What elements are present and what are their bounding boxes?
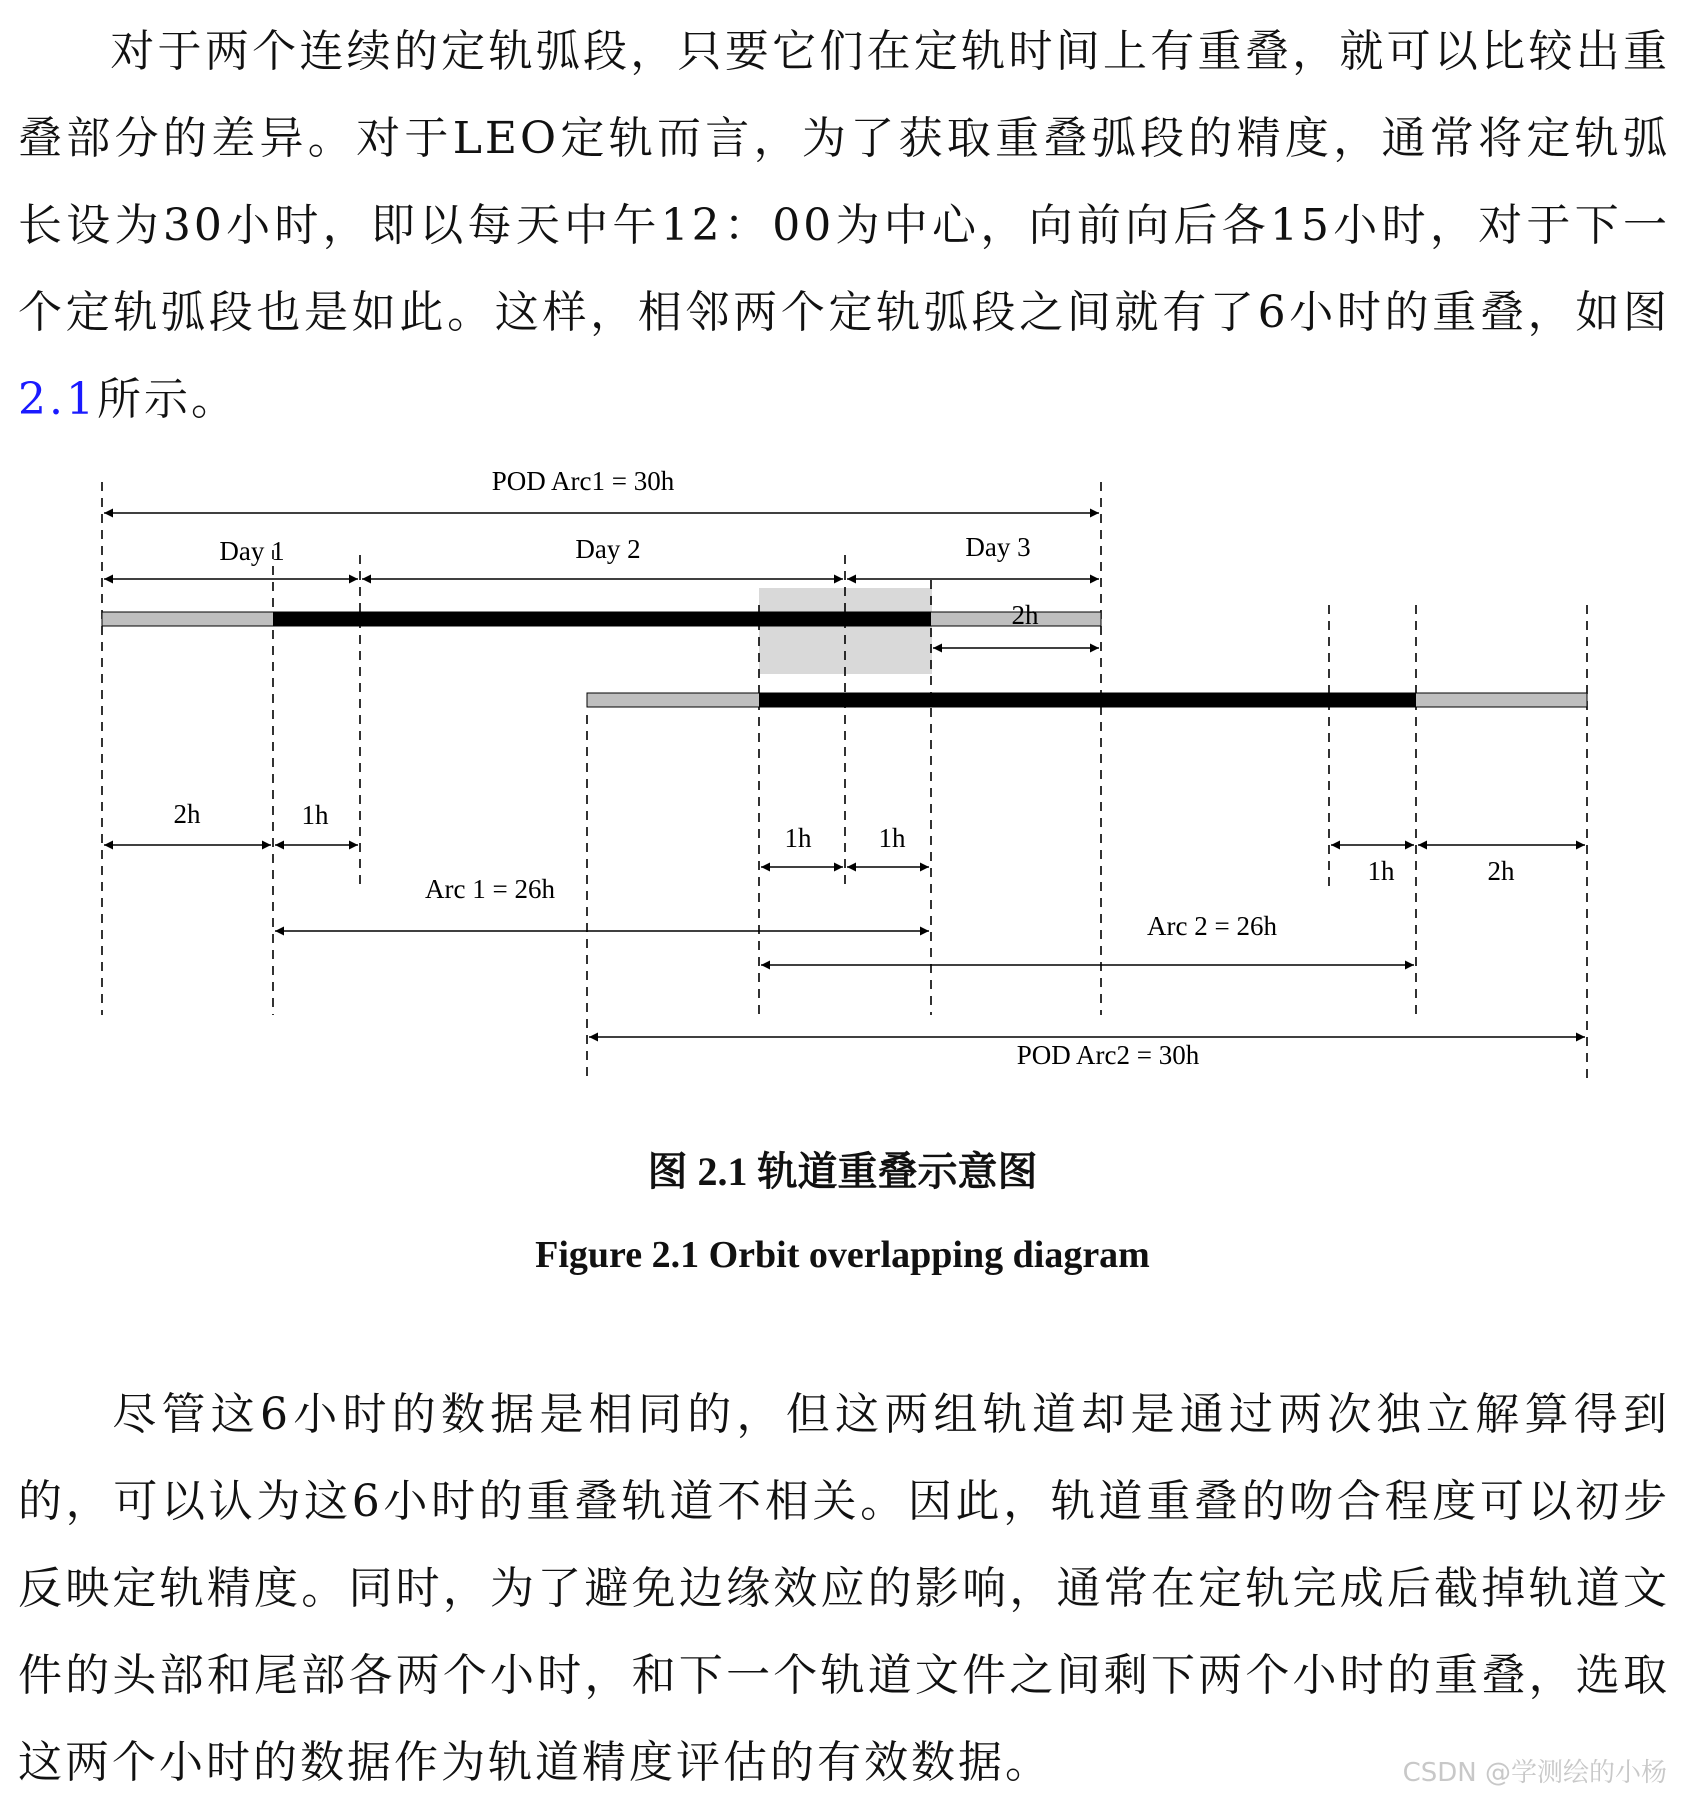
arc1-core-bar — [273, 612, 931, 626]
day3-label: Day 3 — [965, 532, 1031, 562]
right-1h-label: 1h — [1367, 856, 1395, 886]
paragraph-1 — [18, 8, 1670, 443]
day1-label: Day 1 — [219, 536, 285, 566]
arc1-label: Arc 1 = 26h — [425, 874, 555, 904]
paragraph-2-text: 尽管这6小时的数据是相同的，但这两组轨道却是通过两次独立解算得到的，可以认为这6小时的重叠轨道不相关。因此，轨道重叠的吻合程度可以初步反映定轨精度。同时，为了避免边缘效应的影响，通常在定轨完成后截掉轨道文件的头部和尾部各两个小时，和下一个轨道文件之间剩下两个小时的重叠，选取这两个小时的数据作为轨道精度评估的有效数据。 — [18, 1389, 1670, 1788]
mid-1h-a-label: 1h — [784, 823, 812, 853]
arc2-label: Arc 2 = 26h — [1147, 911, 1277, 941]
csdn-watermark: CSDN @学测绘的小杨 — [1402, 1758, 1667, 1788]
paragraph-1-text: 对于两个连续的定轨弧段，只要它们在定轨时间上有重叠，就可以比较出重叠部分的差异。对于LEO定轨而言，为了获取重叠弧段的精度，通常将定轨弧长设为30小时，即以每天中午12：00为中心，向前向后各15小时，对于下一个定轨弧段也是如此。这样，相邻两个定轨弧段之间就有了6小时的重叠，如图 — [18, 26, 1670, 338]
figure-caption-chinese: 图 2.1 轨道重叠示意图 — [647, 1149, 1038, 1194]
day2-label: Day 2 — [575, 534, 641, 564]
figure-caption-english: Figure 2.1 Orbit overlapping diagram — [535, 1234, 1150, 1276]
paragraph-2 — [18, 1371, 1670, 1806]
paragraph-1-tail: 所示。 — [96, 374, 238, 425]
pod-arc2-label: POD Arc2 = 30h — [1016, 1040, 1200, 1070]
figure-reference-link[interactable]: 2.1 — [18, 374, 97, 425]
orbit-overlap-diagram — [0, 440, 1685, 1080]
left-1h-label: 1h — [301, 800, 329, 830]
pod-arc1-label: POD Arc1 = 30h — [491, 466, 675, 496]
arc2-core-bar — [759, 693, 1416, 707]
mid-1h-b-label: 1h — [878, 823, 906, 853]
dashed-guides — [102, 482, 1587, 1080]
left-2h-label: 2h — [173, 799, 201, 829]
right-2h-label: 2h — [1487, 856, 1515, 886]
overlap-shade — [759, 588, 932, 674]
top-2h-label: 2h — [1011, 600, 1039, 630]
